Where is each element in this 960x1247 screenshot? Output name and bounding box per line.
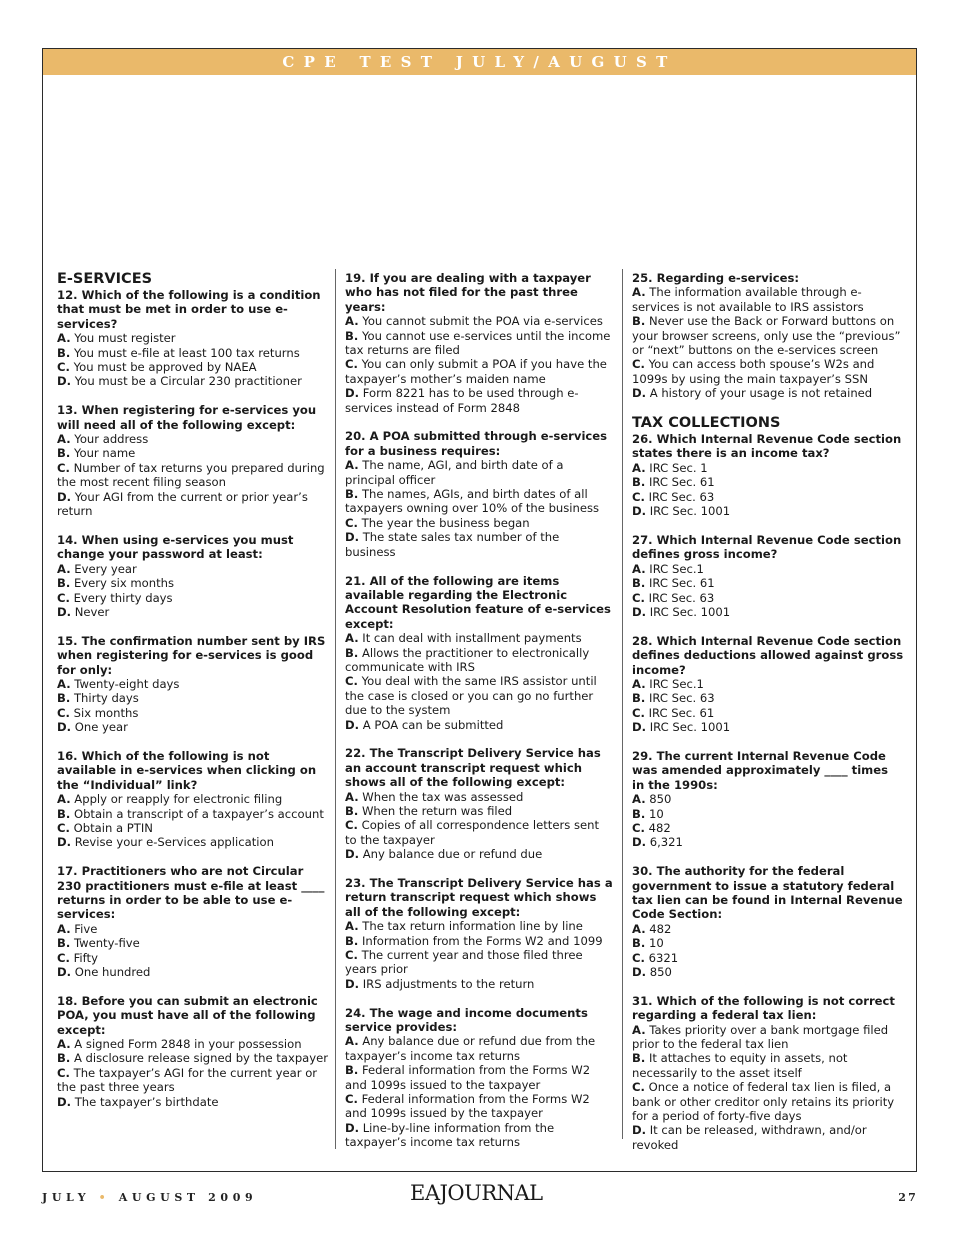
option-text: Number of tax returns you prepared during the most recent filing season [57,460,325,490]
column-3 [632,271,904,1167]
option-text: Your AGI from the current or prior year’s return [57,489,308,519]
option-letter: D. [632,386,647,401]
answer-option [57,922,329,936]
option-letter: B. [632,936,646,951]
question-stem: 12. Which of the following is a condition that must be met in order to use e-services? [57,288,321,331]
option-text: IRC Sec. 1001 [649,504,731,519]
option-letter: C. [632,489,645,504]
column-1 [57,271,329,1123]
option-text: Six months [73,705,139,720]
option-text: IRC Sec. 1 [649,460,708,475]
option-text: Every year [74,561,137,576]
option-letter: A. [632,561,646,576]
option-letter: D. [632,1123,647,1138]
answer-option [345,934,613,948]
option-letter: A. [632,285,646,300]
question-stem: 15. The confirmation number sent by IRS when registering for e-services is good for only: [57,633,326,677]
answer-option [57,1066,329,1095]
option-letter: C. [345,1092,358,1107]
section-heading: TAX COLLECTIONS [632,415,781,432]
option-text: 10 [648,806,664,821]
answer-option [345,718,613,732]
answer-option [57,562,329,576]
answer-option [57,677,329,691]
answer-option [345,631,613,645]
question-stem: 13. When registering for e-services you will need all of the following except: [57,403,317,432]
option-text: 482 [649,921,672,936]
option-letter: C. [632,590,645,605]
option-letter: A. [57,921,71,936]
option-text: The tax return information line by line [362,919,583,934]
option-text: A disclosure release signed by the taxpayer [73,1051,329,1066]
option-text: 850 [649,965,672,980]
question-block [345,876,613,991]
answer-option [345,1034,613,1063]
question-block [632,432,904,518]
answer-option [345,1063,613,1092]
question-block [57,634,329,735]
option-text: The state sales tax number of the business [345,530,560,559]
option-letter: C. [57,590,70,605]
question-stem: 21. All of the following are items available regarding the Electronic Account Resolution feature of e-services except: [345,573,611,631]
option-text: The taxpayer’s AGI for the current year or the past three years [57,1065,318,1095]
option-text: IRS adjustments to the return [362,976,535,991]
option-letter: D. [57,720,72,735]
question-block [345,746,613,861]
option-text: It can deal with installment payments [362,631,582,646]
option-letter: A. [632,460,646,475]
option-letter: B. [57,1051,71,1066]
answer-option [632,1023,904,1052]
answer-option [345,329,613,358]
option-text: IRC Sec. 63 [648,489,715,504]
option-letter: D. [57,489,72,504]
answer-option [632,490,904,504]
option-letter: B. [57,691,71,706]
question-stem: 17. Practitioners who are not Circular 230 practitioners must e-file at least ____ returns in order to be able to use e-services: [57,864,325,922]
question-stem: 27. Which Internal Revenue Code section defines gross income? [632,532,902,562]
option-letter: C. [345,357,358,372]
option-letter: D. [57,965,72,980]
column-divider [335,269,336,1149]
answer-option [632,1051,904,1080]
answer-option [632,1123,904,1152]
option-letter: B. [632,1051,646,1066]
column-divider [622,269,623,1139]
option-text: Revise your e-Services application [74,835,274,850]
question-stem: 26. Which Internal Revenue Code section states there is an income tax? [632,432,902,461]
option-letter: C. [57,820,70,835]
answer-option [57,576,329,590]
answer-option [345,530,613,559]
option-letter: D. [57,1094,72,1109]
answer-option [345,487,613,516]
answer-option [345,458,613,487]
option-letter: B. [57,345,71,360]
option-text: The current year and those filed three years prior [345,948,583,977]
answer-option [57,1037,329,1051]
option-text: When the return was filed [361,803,513,818]
option-text: 6,321 [649,835,683,850]
option-text: IRC Sec. 61 [648,576,715,591]
option-letter: C. [57,705,70,720]
answer-option [57,936,329,950]
option-text: The taxpayer’s birthdate [74,1094,219,1109]
answer-option [57,807,329,821]
option-text: Every thirty days [73,590,173,605]
answer-option [632,965,904,979]
answer-option [57,965,329,979]
option-letter: C. [345,818,358,833]
option-text: The information available through e-services is not available to IRS assistors [632,285,864,314]
option-letter: B. [345,1063,359,1078]
answer-option [57,951,329,965]
option-text: You must be a Circular 230 practitioner [74,374,302,389]
option-text: 850 [649,792,672,807]
option-text: IRC Sec. 63 [648,691,715,706]
answer-option [632,605,904,619]
question-block [632,864,904,979]
option-text: Twenty-eight days [74,676,180,691]
option-text: Every six months [73,576,175,591]
option-text: Fifty [73,950,98,965]
option-text: Allows the practitioner to electronically communicate with IRS [345,645,590,674]
question-block [57,864,329,979]
answer-option [632,677,904,691]
option-text: IRC Sec. 63 [648,590,715,605]
option-letter: A. [57,1037,71,1052]
answer-option [345,516,613,530]
option-letter: A. [345,919,359,934]
answer-option [632,591,904,605]
option-letter: A. [57,676,71,691]
option-text: Apply or reapply for electronic filing [74,792,283,807]
option-letter: C. [345,948,358,963]
option-letter: B. [632,806,646,821]
question-block [345,1006,613,1150]
option-text: A history of your usage is not retained [649,386,873,401]
option-text: The names, AGIs, and birth dates of all taxpayers owning over 10% of the business [345,487,600,516]
issue-month-1: JULY [42,1191,91,1204]
answer-option [57,1095,329,1109]
option-text: IRC Sec. 61 [648,475,715,490]
option-text: Your name [73,446,136,461]
option-letter: B. [632,475,646,490]
option-text: You must register [74,331,176,346]
answer-option [632,461,904,475]
option-text: Obtain a PTIN [73,820,153,835]
answer-option [345,646,613,675]
option-text: It can be released, withdrawn, and/or revoked [632,1123,867,1152]
option-text: 6321 [648,950,679,965]
option-text: The year the business began [361,515,530,530]
option-text: Thirty days [73,691,139,706]
option-text: Information from the Forms W2 and 1099 [361,933,603,948]
journal-logo: EAJOURNAL [410,1181,543,1205]
option-text: Federal information from the Forms W2 and 1099s issued by the taxpayer [345,1092,590,1121]
question-stem: 25. Regarding e-services: [632,271,800,285]
option-letter: D. [345,976,360,991]
option-text: 482 [648,820,671,835]
answer-option [57,591,329,605]
option-letter: B. [632,314,646,329]
option-letter: C. [57,460,70,475]
option-letter: D. [632,720,647,735]
option-letter: B. [57,446,71,461]
option-letter: A. [345,314,359,329]
option-letter: C. [345,515,358,530]
answer-option [57,446,329,460]
answer-option [57,461,329,490]
answer-option [345,1092,613,1121]
answer-option [632,807,904,821]
option-letter: A. [632,676,646,691]
answer-option [632,386,904,400]
section-heading: E-SERVICES [57,271,153,287]
option-text: You cannot use e-services until the income tax returns are filed [345,328,611,358]
answer-option [632,576,904,590]
option-text: You must be approved by NAEA [73,360,257,375]
option-letter: A. [632,1022,646,1037]
option-letter: A. [345,458,359,473]
option-text: 10 [648,936,664,951]
option-text: Never [74,604,110,619]
option-letter: D. [345,530,360,545]
answer-option [57,1051,329,1065]
answer-option [57,691,329,705]
question-block [57,994,329,1109]
option-letter: C. [57,360,70,375]
answer-option [57,706,329,720]
answer-option [632,314,904,357]
answer-option [57,490,329,519]
answer-option [57,821,329,835]
question-block [57,288,329,389]
answer-option [57,792,329,806]
option-text: Twenty-five [73,936,140,951]
option-text: You deal with the same IRS assistor until the case is closed or you can go no further due to the system [345,674,597,718]
option-letter: B. [57,936,71,951]
option-text: Takes priority over a bank mortgage filed prior to the federal tax lien [632,1022,889,1052]
option-text: IRC Sec.1 [649,561,704,576]
option-text: A signed Form 2848 in your possession [74,1037,302,1052]
option-text: Form 8221 has to be used through e-services instead of Form 2848 [345,386,579,415]
answer-option [57,720,329,734]
question-stem: 16. Which of the following is not available in e-services when clicking on the “Individual” link? [57,748,317,792]
option-text: One hundred [74,965,151,980]
option-text: A POA can be submitted [362,717,504,732]
option-letter: D. [345,386,360,401]
option-letter: B. [345,933,359,948]
option-text: Any balance due or refund due [362,847,543,862]
option-text: Obtain a transcript of a taxpayer’s account [73,806,324,821]
question-stem: 14. When using e-services you must change your password at least: [57,532,294,562]
option-letter: B. [632,576,646,591]
option-letter: B. [57,576,71,591]
option-text: Your address [74,432,149,447]
answer-option [632,691,904,705]
option-letter: A. [345,789,359,804]
option-letter: B. [345,328,359,343]
option-letter: B. [345,487,359,502]
answer-option [632,922,904,936]
answer-option [345,314,613,328]
answer-option [632,951,904,965]
option-letter: D. [57,604,72,619]
answer-option [632,1080,904,1123]
question-stem: 24. The wage and income documents service provides: [345,1005,588,1035]
option-text: The name, AGI, and birth date of a principal officer [345,458,564,487]
answer-option [632,720,904,734]
option-text: One year [74,720,128,735]
question-block [345,271,613,415]
answer-option [345,948,613,977]
question-stem: 23. The Transcript Delivery Service has a return transcript request which shows all of the following except: [345,876,613,919]
question-stem: 31. Which of the following is not correct regarding a federal tax lien: [632,993,895,1023]
question-block [345,429,613,559]
answer-option [632,835,904,849]
answer-option [632,821,904,835]
option-text: Once a notice of federal tax lien is filed, a bank or other creditor only retains its priority for a period of forty-five days [632,1080,895,1124]
answer-option [345,790,613,804]
option-text: Five [74,921,98,936]
option-letter: B. [345,645,359,660]
option-letter: C. [632,950,645,965]
answer-option [632,706,904,720]
answer-option [57,360,329,374]
question-block [57,749,329,850]
option-text: Never use the Back or Forward buttons on your browser screens, only use the “previous” or “next” buttons on the e-services screen [632,314,901,358]
page-number: 27 [898,1191,918,1204]
option-text: When the tax was assessed [362,789,524,804]
issue-separator: • [98,1191,111,1204]
answer-option [632,562,904,576]
option-letter: C. [632,1080,645,1095]
answer-option [632,504,904,518]
option-letter: D. [57,374,72,389]
answer-option [57,432,329,446]
option-letter: D. [632,504,647,519]
question-block [57,533,329,619]
answer-option [632,285,904,314]
answer-option [345,386,613,415]
answer-option [345,977,613,991]
option-text: IRC Sec.1 [649,676,704,691]
option-text: IRC Sec. 61 [648,705,715,720]
question-block [632,749,904,850]
answer-option [345,357,613,386]
option-letter: C. [57,950,70,965]
question-block [632,271,904,401]
option-letter: A. [632,921,646,936]
option-letter: A. [57,331,71,346]
option-letter: A. [57,792,71,807]
option-letter: D. [57,835,72,850]
issue-date [42,1191,257,1204]
option-letter: D. [632,604,647,619]
option-text: IRC Sec. 1001 [649,720,731,735]
question-block [57,403,329,518]
option-letter: A. [57,561,71,576]
test-banner: CPE TEST JULY/AUGUST [43,49,916,75]
answer-option [57,605,329,619]
option-letter: A. [345,1034,359,1049]
question-block [632,533,904,619]
option-letter: C. [632,820,645,835]
answer-option [57,374,329,388]
option-letter: D. [345,1120,360,1135]
option-text: Any balance due or refund due from the taxpayer’s income tax returns [345,1034,596,1063]
option-text: IRC Sec. 1001 [649,604,731,619]
option-letter: A. [632,792,646,807]
answer-option [345,847,613,861]
option-letter: D. [632,835,647,850]
option-text: You can only submit a POA if you have the taxpayer’s mother’s maiden name [345,357,607,386]
answer-option [632,475,904,489]
option-text: Line-by-line information from the taxpayer’s income tax returns [345,1120,555,1150]
option-letter: B. [57,806,71,821]
option-text: Copies of all correspondence letters sent to the taxpayer [345,818,600,847]
answer-option [632,792,904,806]
question-block [632,634,904,735]
option-letter: B. [632,691,646,706]
answer-option [345,1121,613,1150]
question-stem: 20. A POA submitted through e-services for a business requires: [345,429,608,458]
option-letter: D. [345,717,360,732]
option-letter: C. [632,357,645,372]
answer-option [57,331,329,345]
option-text: It attaches to equity in assets, not necessarily to the asset itself [632,1051,848,1080]
page-frame [42,48,917,1172]
question-stem: 28. Which Internal Revenue Code section defines deductions allowed against gross income? [632,633,904,677]
column-2 [345,271,613,1164]
option-text: You must e-file at least 100 tax returns [73,345,300,360]
option-letter: D. [345,847,360,862]
answer-option [345,804,613,818]
answer-option [345,674,613,717]
option-text: You can access both spouse’s W2s and 1099s by using the main taxpayer’s SSN [632,357,875,386]
option-text: Federal information from the Forms W2 and 1099s issued to the taxpayer [345,1063,591,1092]
option-letter: B. [345,803,359,818]
option-text: You cannot submit the POA via e-services [362,314,603,329]
option-letter: C. [57,1065,70,1080]
answer-option [345,919,613,933]
option-letter: C. [345,674,358,689]
question-block [345,574,613,732]
answer-option [57,346,329,360]
answer-option [57,835,329,849]
option-letter: C. [632,705,645,720]
answer-option [345,818,613,847]
question-stem: 29. The current Internal Revenue Code was amended approximately ____ times in the 1990s: [632,748,889,792]
issue-month-2: AUGUST 2009 [118,1191,258,1204]
question-stem: 22. The Transcript Delivery Service has an account transcript request which shows all of the following except: [345,746,601,790]
answer-option [632,936,904,950]
question-block [632,994,904,1152]
option-letter: D. [632,965,647,980]
question-stem: 30. The authority for the federal government to issue a statutory federal tax lien can be found in Internal Revenue Code Section: [632,864,903,922]
question-stem: 18. Before you can submit an electronic POA, you must have all of the following except: [57,993,318,1037]
answer-option [632,357,904,386]
question-stem: 19. If you are dealing with a taxpayer who has not filed for the past three years: [345,271,591,314]
option-letter: A. [57,432,71,447]
option-letter: A. [345,631,359,646]
